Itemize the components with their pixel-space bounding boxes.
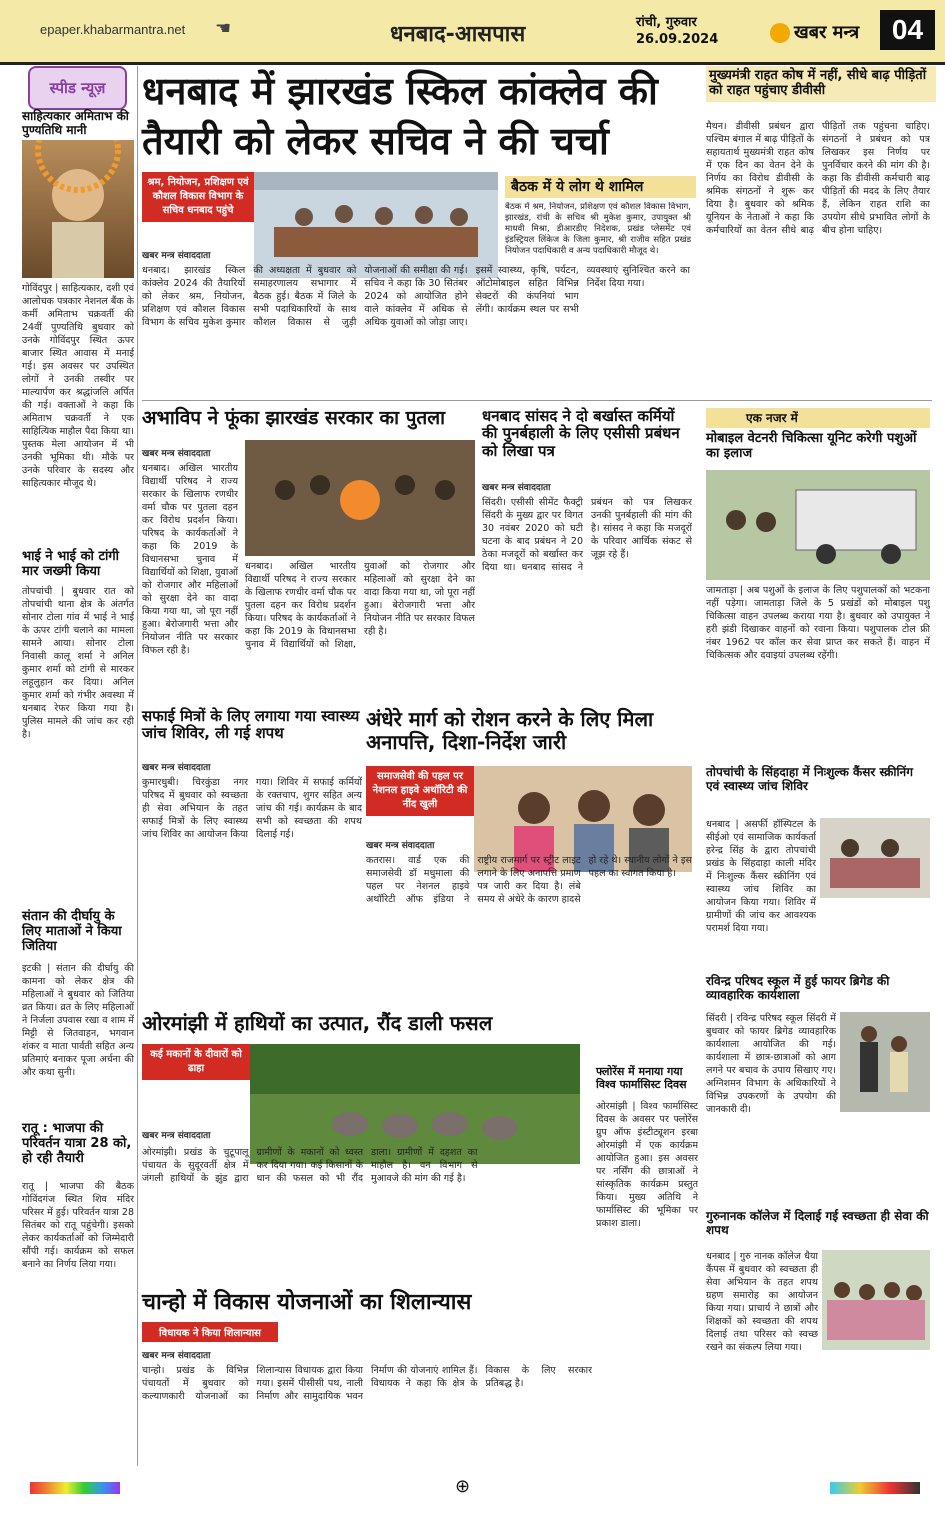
tope-text: धनबाद | असर्फी हॉस्पिटल के सीईओ एवं सामाजिक कार्यकर्ता हरेन्द्र सिंह के द्वारा तोपचांची प्रखंड के सिंहदाहा काली मंदिर में निःशुल्क कैंसर स्क्रीनिंग एवं स्वास्थ्य जांच शिविर का आयोजन किया गया। शिविर में ग्रामीणों की जांच कर आवश्यक परामर्श दिया गया।	[706, 819, 816, 934]
flo-title: फ्लोरेंस में मनाया गया विश्व फार्मासिस्ट दिवस	[596, 1065, 687, 1091]
putla-byline: खबर मन्त्र संवाददाता	[142, 449, 211, 459]
andhere-title: अंधेरे मार्ग को रोशन करने के लिए मिला अनापत्ति, दिशा-निर्देश जारी	[366, 707, 654, 754]
registration-mark: ⊕	[455, 1476, 471, 1497]
amitabh-text: गोविंदपुर | साहित्यकार, दशी एवं आलोचक पत्रकार नेशनल बैंक के कर्मी अमिताभ चक्रवर्ती की 24वीं पुण्यतिथि बुधवार को उनके गोविंदपुर स्थित ऊपर बाजार स्थित आवास में मनाई गई। इस अवसर पर उपस्थित लोगों ने उनकी तस्वीर पर माल्यार्पण कर श्रद्धांजलि अर्पित की गई। वक्ताओं ने कहा कि अमिताभ चक्रवर्ती ने एक साहित्यिक माहौल पैदा किया था। पुस्तक मेला आयोजन में भी उनकी भूमिका थी। मौके पर उनके परिवार के सदस्य और साहित्यकार मौजूद थे।	[22, 283, 134, 489]
portrait-icon	[22, 140, 134, 278]
meeting-photo	[254, 172, 498, 278]
amitabh-title: साहित्यकार अमिताभ की पुण्यतिथि मानी	[22, 109, 129, 137]
safai-byline: खबर मन्त्र संवाददाता	[142, 763, 211, 773]
brand-logo: खबर मन्त्र	[770, 20, 859, 44]
cursor-icon: ☚	[215, 18, 232, 39]
putla-text: धनबाद। अखिल भारतीय विद्यार्थी परिषद ने राज्य सरकार के खिलाफ रणधीर वर्मा चौक पर पुतला दहन कर विरोध प्रदर्शन किया। परिषद के कार्यकर्ताओं ने कहा कि 2019 के विधानसभा चुनाव में विद्यार्थियों को शिक्षा, युवाओं को रोजगार और महिलाओं को सुरक्षा देने का वादा किया गया था, जो पूरा नहीं हुआ। बेरोजगारी भत्ता और नियोजन नीति पर सरकार विफल रही है।	[142, 463, 238, 656]
nazar-label: एक नजर में	[706, 408, 930, 428]
tope-title: तोपचांची के सिंहदाहा में निःशुल्क कैंसर स्क्रीनिंग एवं स्वास्थ्य जांच शिविर	[706, 765, 913, 793]
tope-photo	[820, 818, 930, 898]
protest-photo	[245, 440, 475, 556]
fire-drill-icon	[840, 1012, 930, 1112]
safai-title: सफाई मित्रों के लिए लगाया गया स्वास्थ्य जांच शिविर, ली गई शपथ	[142, 707, 360, 743]
main-redbox: श्रम, नियोजन, प्रशिक्षण एवं कौशल विकास विभाग के सचिव धनबाद पहुंचे	[142, 172, 254, 222]
flo-text: ओरमांझी | विश्व फार्मासिस्ट दिवस के अवसर पर फ्लोरेंस ग्रुप ऑफ इंस्टीट्यूशन इरबा ओरमांझी में एक कार्यक्रम आयोजित हुआ। इस अवसर पर नर्सिंग की छात्राओं ने सांस्कृतिक कार्यक्रम प्रस्तुत किया। मुख्य अतिथि ने फार्मासिस्ट की भूमिका पर प्रकाश डाला।	[596, 1101, 698, 1229]
fire-photo	[840, 1012, 930, 1112]
safai-text: कुमारधुबी। चिरकुंडा नगर परिषद में बुधवार को स्वच्छता ही सेवा अभियान के तहत सफाई मित्रों के लिए स्वास्थ्य जांच शिविर का आयोजन किया गया। शिविर में सफाई कर्मियों के रक्तचाप, शुगर सहित अन्य जांच की गई। कार्यक्रम के बाद सभी को स्वच्छता की शपथ दिलाई गई।	[142, 777, 362, 840]
chanho-byline: खबर मन्त्र संवाददाता	[142, 1351, 211, 1361]
mp-title: धनबाद सांसद ने दो बर्खास्त कर्मियों की पुनर्बहाली के लिए एसीसी प्रबंधन को लिखा पत्र	[482, 407, 680, 460]
ratu-title: रातू : भाजपा की परिवर्तन यात्रा 28 को, हो रही तैयारी	[22, 1121, 132, 1166]
amitabh-photo	[22, 140, 134, 278]
main-divider	[142, 400, 932, 401]
andhere-text: कतरास। वार्ड एक की समाजसेवी डॉ मधुमाला की पहल पर नेशनल हाइवे अथॉरिटी ऑफ इंडिया ने राष्ट्रीय राजमार्ग पर स्ट्रीट लाइट लगाने के लिए अनापत्ति प्रमाण पत्र जारी कर दिया है। लंबे समय से अंधेरे के कारण हादसे हो रहे थे। स्थानीय लोगों ने इस पहल का स्वागत किया है।	[366, 855, 692, 905]
fire-title: रविन्द्र परिषद स्कूल में हुई फायर ब्रिगेड की व्यावहारिक कार्यशाला	[706, 974, 890, 1002]
bhai-text: तोपचांची | बुधवार रात को तोपचांची थाना क्षेत्र के अंतर्गत सोनार टोला गांव में भाई ने भाई के ऊपर टांगी चलाने का मामला सामने आया। सोनार टोला निवासी कालू शर्मा ने अनिल कुमार शर्मा को टांगी से मारकर लहूलुहान कर दिया। अनिल कुमार शर्मा को गंभीर अवस्था में धनबाद रेफर किया गया है। पुलिस मामले की जांच कर रही है।	[22, 586, 134, 740]
ratu-text: रातू | भाजपा की बैठक गोविंदगंज स्थित शिव मंदिर परिसर में हुई। परिवर्तन यात्रा 28 सितंबर को रातू पहुंचेगी। इसको लेकर कार्यकर्ताओं को जिम्मेदारी सौंपी गई। कार्यक्रम को सफल बनाने का निर्णय लिया गया।	[22, 1181, 134, 1270]
nazar-text: जामताड़ा | अब पशुओं के इलाज के लिए पशुपालकों को भटकना नहीं पड़ेगा। जामताड़ा जिले के 5 प्रखंडों को मोबाइल पशु चिकित्सा वाहन उपलब्ध कराया गया है। बुधवार को उपायुक्त ने हरी झंडी दिखाकर वाहनों को रवाना किया। पशुपालक टोल फ्री नंबर 1962 पर कॉल कर सेवा प्राप्त कर सकते हैं। वाहन में चिकित्सक और दवाइयां उपलब्ध रहेंगी।	[706, 585, 930, 661]
santan-text: इटकी | संतान की दीर्घायु की कामना को लेकर क्षेत्र की महिलाओं ने बुधवार को जितिया व्रत किया। व्रत के लिए महिलाओं ने निर्जला उपवास रखा व शाम में मिट्टी से जितवाहन, भगवान शंकर व माता पार्वती सहित अन्य प्रतिमाएं बनाकर पूजा अर्चना की और कथा सुनी।	[22, 963, 134, 1078]
chanho-title: चान्हो में विकास योजनाओं का शिलान्यास	[142, 1290, 472, 1315]
main-headline: धनबाद में झारखंड स्किल कांक्लेव की तैयारी को लेकर सचिव ने की चर्चा	[142, 69, 658, 163]
date-block: रांची, गुरुवार 26.09.2024	[636, 15, 719, 47]
hathi-redbox: कई मकानों के दीवारों को ढाहा	[142, 1044, 250, 1080]
mp-text: सिंदरी। एसीसी सीमेंट फैक्ट्री सिंदरी के मुख्य द्वार पर विगत 30 नवंबर 2020 को घटी घटना के बाद प्रबंधन ने 20 ठेका मजदूरों को बर्खास्त कर दिया था। धनबाद सांसद ने प्रबंधन को पत्र लिखकर उनकी पुनर्बहाली की मांग की है। सांसद ने कहा कि मजदूरों के परिवार आर्थिक संकट से जूझ रहे हैं।	[482, 497, 692, 573]
andhere-byline: खबर मन्त्र संवाददाता	[366, 841, 435, 851]
cm-text: मैथन। डीवीसी प्रबंधन द्वारा पश्चिम बंगाल में बाढ़ पीड़ितों के सहायतार्थ मुख्यमंत्री राहत कोष में एक दिन का वेतन देने के निर्णय का विरोध डीवीसी के श्रमिक संगठनों ने शुरू कर दिया है। बुधवार को श्रमिक यूनियन के नेताओं ने कहा कि कर्मचारियों का वेतन सीधे बाढ़ पीड़ितों तक पहुंचना चाहिए। संगठनों ने प्रबंधन को पत्र लिखकर इस निर्णय पर पुनर्विचार करने की मांग की है। कहा कि डीवीसी कर्मचारी बाढ़ पीड़ितों की मदद के लिए तैयार हैं, लेकिन राहत राशि का उपयोग सीधे प्रभावित लोगों के बीच होना चाहिए।	[706, 121, 930, 236]
meeting-head: बैठक में ये लोग थे शामिल	[505, 176, 696, 198]
speed-news-badge: स्पीड न्यूज़	[28, 66, 127, 110]
hathi-byline: खबर मन्त्र संवाददाता	[142, 1131, 211, 1141]
hathi-text: ओरमांझी। प्रखंड के चुटूपालू पंचायत के सुदूरवर्ती क्षेत्र में जंगली हाथियों के झुंड द्वारा ग्रामीणों के मकानों को ध्वस्त कर दिया गया। कई किसानों के धान की फसल को भी रौंद डाला। ग्रामीणों में दहशत का माहौल है। वन विभाग से मुआवजे की मांग की गई है।	[142, 1147, 478, 1184]
putla-text-cont: धनबाद। अखिल भारतीय विद्यार्थी परिषद ने राज्य सरकार के खिलाफ रणधीर वर्मा चौक पर पुतला दहन कर विरोध प्रदर्शन किया। परिषद के कार्यकर्ताओं ने कहा कि 2019 के विधानसभा चुनाव में विद्यार्थियों को शिक्षा, युवाओं को रोजगार और महिलाओं को सुरक्षा देने का वादा किया गया था, जो पूरा नहीं हुआ। बेरोजगारी भत्ता और नियोजन नीति पर सरकार विफल रही है।	[245, 561, 475, 650]
section-title: धनबाद-आसपास	[390, 22, 526, 47]
guru-photo	[822, 1250, 930, 1350]
guru-text: धनबाद | गुरु नानक कॉलेज धैया कैंपस में बुधवार को स्वच्छता ही सेवा अभियान के तहत शपथ ग्रहण समारोह का आयोजन किया गया। प्राचार्य ने छात्रों और शिक्षकों को स्वच्छता की शपथ दिलाई तथा परिसर को स्वच्छ रखने का संकल्प लिया गया।	[706, 1251, 818, 1353]
main-byline: खबर मन्त्र संवाददाता	[142, 251, 211, 261]
andhere-redbox: समाजसेवी की पहल पर नेशनल हाइवे अथॉरिटी की नींद खुली	[366, 766, 474, 816]
vehicle-photo	[706, 470, 930, 580]
color-bar-left	[30, 1482, 120, 1494]
cm-title: मुख्यमंत्री राहत कोष में नहीं, सीधे बाढ़ पीड़ितों को राहत पहुंचाए डीवीसी	[706, 66, 936, 102]
chanho-text: चान्हो। प्रखंड के विभिन्न पंचायतों में बुधवार को कल्याणकारी योजनाओं का शिलान्यास विधायक द्वारा किया गया। इसमें पीसीसी पथ, नाली निर्माण और सामुदायिक भवन निर्माण की योजनाएं शामिल हैं। विधायक ने कहा कि क्षेत्र के विकास के लिए सरकार प्रतिबद्ध है।	[142, 1365, 592, 1402]
putla-title: अभाविप ने फूंका झारखंड सरकार का पुतला	[142, 407, 446, 429]
meeting-scene-icon	[254, 172, 498, 278]
left-divider	[137, 66, 138, 1466]
vehicle-icon	[706, 470, 930, 580]
santan-title: संतान की दीर्घायु के लिए माताओं ने किया जितिया	[22, 909, 122, 954]
site-url[interactable]: epaper.khabarmantra.net	[40, 22, 186, 37]
logo-icon	[770, 23, 790, 43]
protest-scene-icon	[245, 440, 475, 556]
chanho-redbox: विधायक ने किया शिलान्यास	[142, 1322, 278, 1342]
meeting-text: बैठक में श्रम, नियोजन, प्रशिक्षण एवं कौशल विकास विभाग, झारखंड, रांची के सचिव श्री मुकेश कुमार, उपायुक्त श्री माधवी मिश्रा, डीआरडीए निदेशक, प्रखंड प्लेसमेंट एवं इंडस्ट्रियल लिंकेज के जिला कुमार, श्री राजीव सहित प्रखंड नियोजन पदाधिकारी व अन्य पदाधिकारी मौजूद थे।	[505, 202, 691, 256]
page-number: 04	[880, 10, 935, 50]
nazar-title: मोबाइल वेटनरी चिकित्सा यूनिट करेगी पशुओं का इलाज	[706, 431, 917, 461]
students-icon	[822, 1250, 930, 1350]
fire-text: सिंदरी | रविन्द्र परिषद स्कूल सिंदरी में बुधवार को फायर ब्रिगेड व्यावहारिक कार्यशाला आयोजित की गई। कार्यशाला में छात्र-छात्राओं को आग लगने पर बचाव के उपाय सिखाए गए। अग्निशमन विभाग के अधिकारियों ने विभिन्न उपकरणों के उपयोग की जानकारी दी।	[706, 1013, 836, 1115]
clinic-icon	[820, 818, 930, 898]
mp-byline: खबर मन्त्र संवाददाता	[482, 483, 551, 493]
bhai-title: भाई ने भाई को टांगी मार जख्मी किया	[22, 549, 120, 579]
guru-title: गुरुनानक कॉलेज में दिलाई गई स्वच्छता ही सेवा की शपथ	[706, 1209, 929, 1237]
main-text: धनबाद। झारखंड स्किल कांक्लेव 2024 की तैयारियों को लेकर श्रम, नियोजन, प्रशिक्षण एवं कौशल विकास विभाग के सचिव मुकेश कुमार की अध्यक्षता में बुधवार को समाहरणालय सभागार में बैठक हुई। बैठक में जिले के सभी पदाधिकारियों के साथ कौशल विकास से जुड़ी योजनाओं की समीक्षा की गई। सचिव ने कहा कि 30 सितंबर 2024 को आयोजित होने वाले कांक्लेव में अधिक से अधिक युवाओं को जोड़ा जाए। इसमें स्वास्थ्य, कृषि, पर्यटन, ऑटोमोबाइल सहित विभिन्न सेक्टरों की कंपनियां भाग लेंगी। कार्यक्रम स्थल पर सभी व्यवस्थाएं सुनिश्चित करने का निर्देश दिया गया।	[142, 265, 690, 328]
color-bar-right	[830, 1482, 920, 1494]
hathi-title: ओरमांझी में हाथियों का उत्पात, रौंद डाली फसल	[142, 1011, 493, 1035]
